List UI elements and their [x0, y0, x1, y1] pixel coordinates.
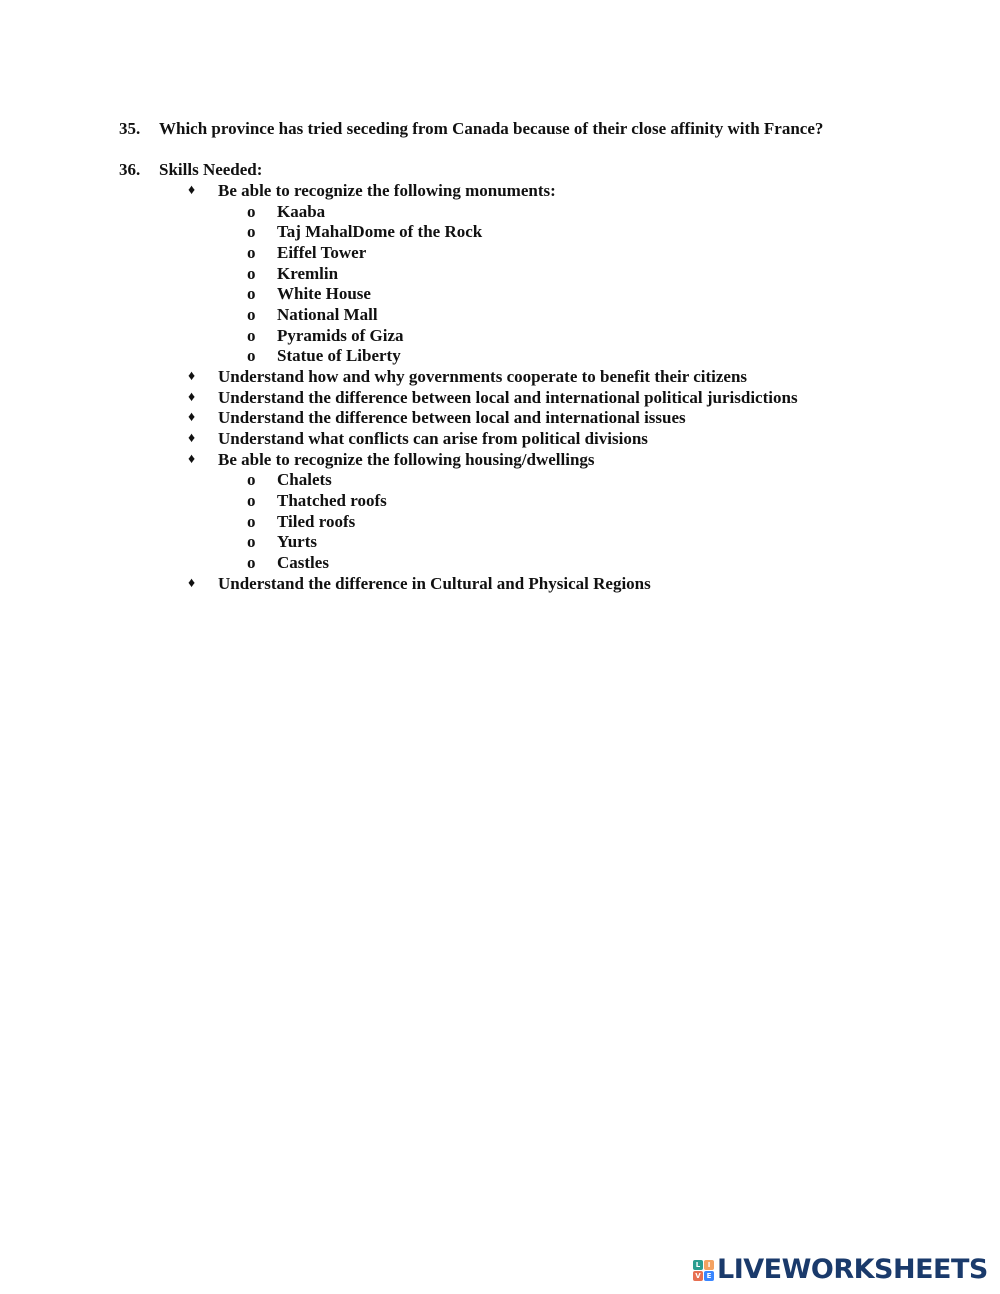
- housing-name: Thatched roofs: [277, 491, 387, 510]
- logo-letter: V: [693, 1271, 703, 1281]
- housing-name: Chalets: [277, 470, 332, 489]
- question-number: 35.: [119, 119, 141, 138]
- logo-mark-icon: [693, 1260, 714, 1281]
- circle-bullet-icon: o: [247, 326, 256, 345]
- circle-bullet-icon: o: [247, 470, 256, 489]
- question-text: Which province has tried seceding from Canada because of their close affinity with France?: [159, 119, 824, 138]
- monument-name: Statue of Liberty: [277, 346, 401, 365]
- circle-bullet-icon: o: [247, 491, 256, 510]
- housing-name: Tiled roofs: [277, 512, 356, 531]
- circle-bullet-icon: o: [247, 222, 256, 241]
- diamond-bullet-icon: ♦: [188, 390, 196, 405]
- monument-name: Kaaba: [277, 202, 326, 221]
- circle-bullet-icon: o: [247, 202, 256, 221]
- monument-name: Kremlin: [277, 264, 339, 283]
- logo-letter: L: [693, 1260, 703, 1270]
- skill-text: Understand how and why governments cooperate to benefit their citizens: [218, 367, 748, 386]
- monument-name: National Mall: [277, 305, 378, 324]
- circle-bullet-icon: o: [247, 346, 256, 365]
- circle-bullet-icon: o: [247, 512, 256, 531]
- liveworksheets-logo[interactable]: [693, 1255, 988, 1285]
- diamond-bullet-icon: ♦: [188, 410, 196, 425]
- monument-name: Eiffel Tower: [277, 243, 367, 262]
- diamond-bullet-icon: ♦: [188, 452, 196, 467]
- diamond-bullet-icon: ♦: [188, 576, 196, 591]
- circle-bullet-icon: o: [247, 553, 256, 572]
- diamond-bullet-icon: ♦: [188, 183, 196, 198]
- question-text: Skills Needed:: [159, 160, 263, 179]
- skill-text: Understand the difference between local and international issues: [218, 408, 686, 427]
- skill-text: Understand what conflicts can arise from political divisions: [218, 429, 648, 448]
- circle-bullet-icon: o: [247, 532, 256, 551]
- skill-text: Be able to recognize the following housing/dwellings: [218, 450, 595, 469]
- diamond-bullet-icon: ♦: [188, 431, 196, 446]
- skill-text: Understand the difference between local and international political jurisdictions: [218, 388, 798, 407]
- skill-text: Understand the difference in Cultural and Physical Regions: [218, 574, 651, 593]
- logo-letter: I: [704, 1260, 714, 1270]
- circle-bullet-icon: o: [247, 284, 256, 303]
- monument-name: Taj MahalDome of the Rock: [277, 222, 483, 241]
- monument-name: Pyramids of Giza: [277, 326, 404, 345]
- skill-text: Be able to recognize the following monuments:: [218, 181, 556, 200]
- question-number: 36.: [119, 160, 141, 179]
- housing-name: Castles: [277, 553, 329, 572]
- monument-name: White House: [277, 284, 371, 303]
- logo-text: LIVEWORKSHEETS: [717, 1254, 988, 1285]
- housing-name: Yurts: [277, 532, 317, 551]
- logo-letter: E: [704, 1271, 714, 1281]
- circle-bullet-icon: o: [247, 305, 256, 324]
- diamond-bullet-icon: ♦: [188, 369, 196, 384]
- circle-bullet-icon: o: [247, 243, 256, 262]
- circle-bullet-icon: o: [247, 264, 256, 283]
